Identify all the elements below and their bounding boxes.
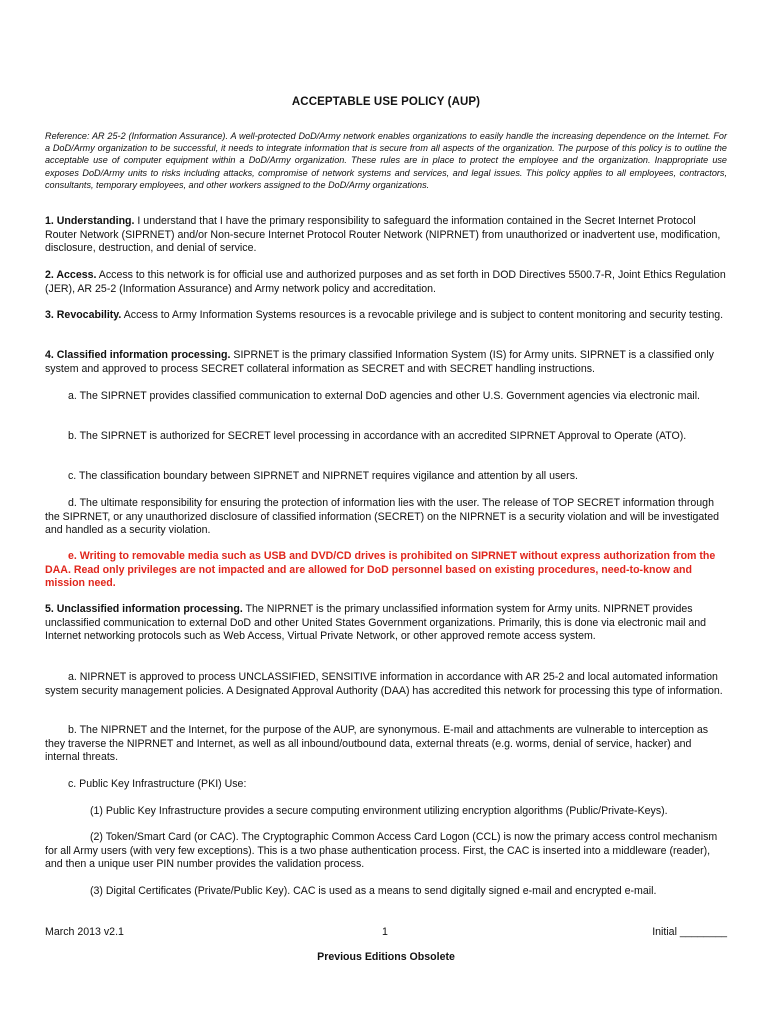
section-4-classified	[45, 349, 727, 376]
section-5c2: (2) Token/Smart Card (or CAC). The Cryptographic Common Access Card Logon (CCL) is now the primary access control mechanism for all Army users (with very few exceptions). This is a two phase authentication process. First, the CAC is inserted into a middleware (reader), and then a unique user PIN number provides the validation process.	[45, 831, 718, 870]
section-2-access	[45, 269, 727, 296]
section-4a: a. The SIPRNET provides classified communication to external DoD agencies and other U.S. Government agencies via electronic mail.	[68, 390, 701, 402]
section-2-heading: 2. Access.	[45, 269, 97, 281]
section-1-understanding	[45, 215, 727, 256]
section-5c3: (3) Digital Certificates (Private/Public Key). CAC is used as a means to send digitally signed e-mail and encrypted e-mail.	[90, 885, 657, 897]
section-4-heading: 4. Classified information processing.	[45, 349, 231, 361]
section-3-text: Access to Army Information Systems resources is a revocable privilege and is subject to content monitoring and security testing.	[121, 309, 724, 321]
section-4d: d. The ultimate responsibility for ensuring the protection of information lies with the user. The release of TOP SECRET information through the SIPRNET, or any unauthorized disclosure of classified information (SECRET) on the NIPRNET is a security violation and will be investigated and handled as a security violation.	[45, 497, 719, 536]
section-4b: b. The SIPRNET is authorized for SECRET level processing in accordance with an accredited SIPRNET Approval to Operate (ATO).	[68, 430, 687, 442]
section-2-text: Access to this network is for official use and authorized purposes and as set forth in DOD Directives 5500.7-R, Joint Ethics Regulation (JER), AR 25-2 (Information Assurance) and Army network policy and accreditation.	[45, 269, 726, 295]
section-4-text: SIPRNET is the primary classified Information System (IS) for Army units. SIPRNET is a classified only system and approved to process SECRET collateral information as SECRET and with SECRET handling instructions.	[45, 349, 714, 375]
section-4e-warning: e. Writing to removable media such as USB and DVD/CD drives is prohibited on SIPRNET without express authorization from the DAA. Read only privileges are not impacted and are allowed for DoD personnel based on existing procedures, need-to-know and mission need.	[45, 550, 716, 589]
document-title: ACCEPTABLE USE POLICY (AUP)	[291, 96, 481, 108]
section-5-heading: 5. Unclassified information processing.	[45, 603, 243, 615]
section-5-unclassified	[45, 603, 727, 644]
section-3-revocability	[45, 309, 727, 323]
section-1-text: I understand that I have the primary responsibility to safeguard the information contained in the Secret Internet Protocol Router Network (SIPRNET) and/or Non-secure Internet Protocol Router Network (NIPRNET) from unauthorized or inadvertent use, modification, disclosure, destruction, and denial of service.	[45, 215, 721, 254]
section-3-heading: 3. Revocability.	[45, 309, 122, 321]
section-5-text: The NIPRNET is the primary unclassified information system for Army units. NIPRNET provides unclassified communication to external DoD and other United States Government organizations. Primarily, this is done via electronic mail and Internet networking protocols such as Web Access, Virtual Private Network, or other approved remote access system.	[45, 603, 707, 642]
section-5a: a. NIPRNET is approved to process UNCLASSIFIED, SENSITIVE information in accordance with AR 25-2 and local automated information system security management policies. A Designated Approval Authority (DAA) has accredited this network for processing this type of information.	[45, 671, 723, 697]
footer-obsolete-notice: Previous Editions Obsolete	[317, 951, 455, 963]
document-page	[45, 0, 727, 1024]
section-5b: b. The NIPRNET and the Internet, for the purpose of the AUP, are synonymous. E-mail and attachments are vulnerable to interception as they traverse the NIPRNET and Internet, as well as all inbound/outbound data, external threats (e.g. worms, denial of service, hacker) and internal threats.	[45, 724, 709, 763]
reference-paragraph: Reference: AR 25-2 (Information Assurance). A well-protected DoD/Army network enables organizations to easily handle the increasing dependence on the Internet. For a DoD/Army organization to be successful, it needs to integrate information that is secure from all aspects of the organization. The purpose of this policy is to outline the acceptable use of computer equipment within a DoD/Army organization. These rules are in place to protect the employee and the organization. Inappropriate use exposes DoD/Army units to risks including attacks, compromise of network systems and services, and legal issues. This policy applies to all employees, contractors, consultants, temporary employees, and other workers assigned to the DoD/Army organizations.	[45, 131, 727, 190]
footer-page-number: 1	[382, 926, 388, 938]
section-4c: c. The classification boundary between SIPRNET and NIPRNET requires vigilance and attention by all users.	[68, 470, 578, 482]
section-5c1: (1) Public Key Infrastructure provides a secure computing environment utilizing encryption algorithms (Public/Private-Keys).	[90, 805, 668, 817]
footer-date-version: March 2013 v2.1	[45, 926, 124, 938]
section-5c: c. Public Key Infrastructure (PKI) Use:	[68, 778, 247, 790]
section-1-heading: 1. Understanding.	[45, 215, 135, 227]
footer-initial-line: Initial ________	[652, 926, 727, 938]
